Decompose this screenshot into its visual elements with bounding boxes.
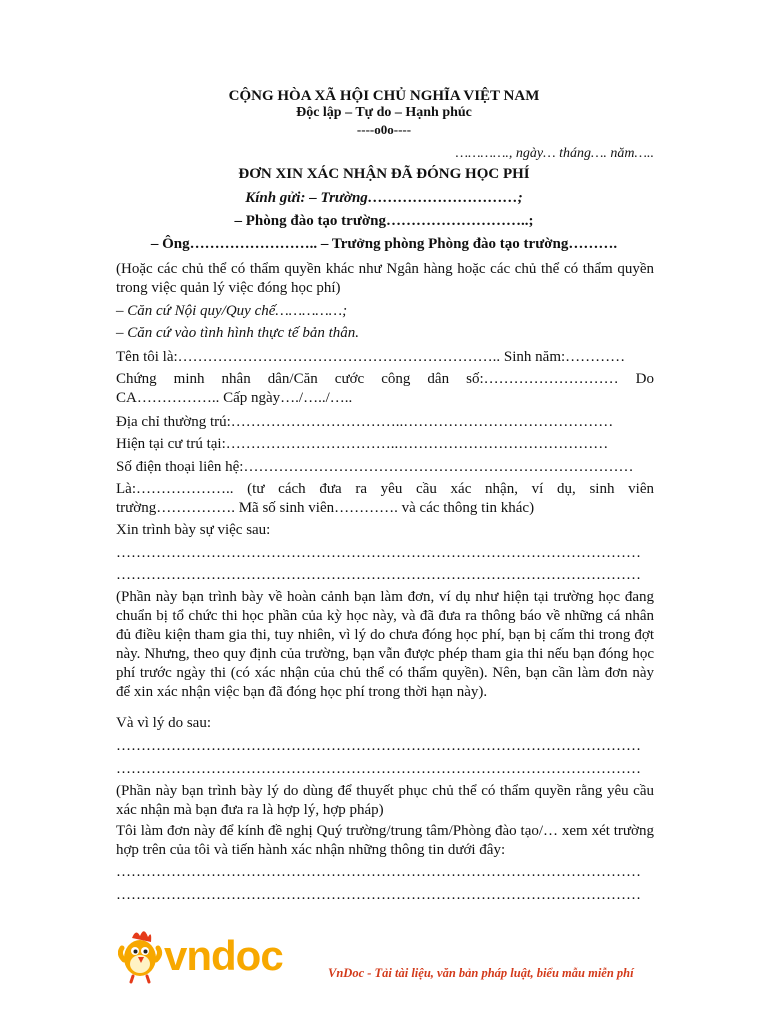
footer-tagline[interactable]: VnDoc - Tải tài liệu, văn bản pháp luật, biểu mẫu miễn phí <box>328 966 634 980</box>
facts-label: Xin trình bày sự việc sau: <box>116 522 271 538</box>
field-id-card: Chứng minh nhân dân/Căn cước công dân số:……………………… Do CA…………….. Cấp ngày…./…../….. <box>116 371 654 406</box>
dotted-line: …………………………………………………………………………………………… <box>116 567 641 583</box>
motto: Độc lập – Tự do – Hạnh phúc <box>296 105 472 120</box>
field-residence: Hiện tại cư trú tại:……………………………..…………………………………… <box>116 436 609 452</box>
country-header: CỘNG HÒA XÃ HỘI CHỦ NGHĨA VIỆT NAM <box>228 88 540 104</box>
recipient-text-1: Kính gửi: – Trường…………………………; <box>245 190 523 206</box>
dotted-line: …………………………………………………………………………………………… <box>116 545 641 561</box>
facts-note: (Phần này bạn trình bày về hoàn cảnh bạn làm đơn, ví dụ như hiện tại trường học đang chuẩn bị tổ chức thi học phần của kỳ học này, và đã đưa ra thông báo về những cá nhân đủ điều kiện tham gia thi, tuy nhiên, vì lý do chưa đóng học phí, bạn bị cấm thi trong đợt này. Nhưng, theo quy định của trường, bạn vẫn được phép tham gia thi nếu bạn đóng học phí trước ngày thi (có xác nhận của chủ thể có thẩm quyền). Nên, bạn cần làm đơn này để xin xác nhận việc bạn đã đóng học phí trong thời hạn này). <box>116 589 654 700</box>
dotted-line: …………………………………………………………………………………………… <box>116 761 641 777</box>
separator: ----o0o---- <box>356 122 412 137</box>
dotted-line: …………………………………………………………………………………………… <box>116 738 641 754</box>
dotted-line: …………………………………………………………………………………………… <box>116 887 641 903</box>
field-address: Địa chỉ thường trú:……………………………..…………………………………… <box>116 414 614 430</box>
recipient-line-2: – Phòng đào tạo trường………………………..; <box>234 213 534 229</box>
logo-wordmark: vndoc <box>164 932 283 979</box>
dotted-line: …………………………………………………………………………………………… <box>116 864 641 880</box>
recipient-line-1 <box>0 190 768 207</box>
field-name: Tên tôi là:……………………………………………………….. Sinh năm:………… <box>116 349 626 365</box>
document-title: ĐƠN XIN XÁC NHẬN ĐÃ ĐÓNG HỌC PHÍ <box>238 166 530 182</box>
field-role: Là:……………….. (tư cách đưa ra yêu cầu xác nhận, ví dụ, sinh viên trường……………. Mã số sinh viên…………. và các thông tin khác) <box>116 481 654 516</box>
vndoc-logo[interactable] <box>118 924 318 984</box>
field-phone: Số điện thoại liên hệ:…………………………………………………………………… <box>116 459 634 475</box>
recipient-line-3: – Ông…………………….. – Trưởng phòng Phòng đào tạo trường………. <box>150 236 618 252</box>
mascot-icon <box>120 931 159 982</box>
reasons-label: Và vì lý do sau: <box>116 715 211 731</box>
request-paragraph: Tôi làm đơn này để kính đề nghị Quý trường/trung tâm/Phòng đào tạo/… xem xét trường hợp trên của tôi và tiến hành xác nhận những thông tin dưới đây: <box>116 823 654 858</box>
basis-rules: – Căn cứ Nội quy/Quy chế……………; <box>116 303 348 319</box>
reasons-note: (Phần này bạn trình bày lý do dùng để thuyết phục chủ thể có thẩm quyền rằng yêu cầu xác nhận mà bạn đưa ra là hợp lý, hợp pháp) <box>116 783 654 818</box>
date-line: …………., ngày… tháng…. năm….. <box>455 146 654 161</box>
authority-note: (Hoặc các chủ thể có thẩm quyền khác như Ngân hàng hoặc các chủ thể có thẩm quyền trong việc quản lý việc đóng học phí) <box>116 261 654 296</box>
basis-situation: – Căn cứ vào tình hình thực tế bản thân. <box>116 325 360 341</box>
